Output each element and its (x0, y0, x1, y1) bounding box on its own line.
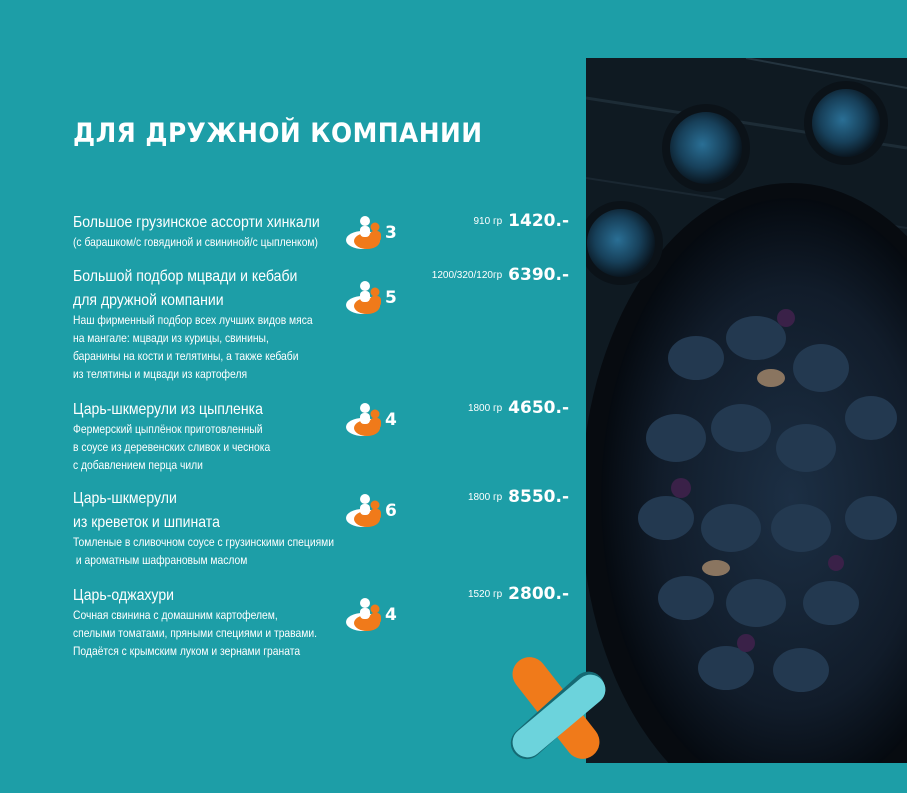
dish-price: 1420.- (508, 211, 569, 231)
price-row (432, 265, 569, 285)
persons-icon (345, 401, 387, 439)
dish-description: Фермерский цыплёнок приготовленный в соусе из деревенских сливок и чеснока с добавлением перца чили (73, 422, 271, 472)
persons-icon (345, 279, 387, 317)
persons-count: 3 (385, 223, 397, 243)
dish-name: Царь-шкмерули из цыпленка (73, 401, 263, 418)
dish-price: 4650.- (508, 398, 569, 418)
brand-logo (484, 648, 634, 778)
dish-description: Наш фирменный подбор всех лучших видов мяса на мангале: мцвади из курицы, свинины, баранины на кости и телятины, а также кебаби из телятины и мцвади из картофеля (73, 313, 313, 381)
persons-icon (345, 492, 387, 530)
dish-weight: 1800 гр (467, 492, 503, 503)
persons-count: 4 (385, 410, 397, 430)
dish-name: Царь-оджахури (73, 587, 175, 604)
dish-description: Томленые в сливочном соусе с грузинскими специями и ароматным шафрановым маслом (73, 535, 335, 567)
persons-count: 5 (385, 288, 397, 308)
dish-name: Царь-шкмерули из креветок и шпината (73, 490, 220, 531)
dish-description: (с барашком/с говядиной и свининой/с цыпленком) (73, 235, 318, 249)
dish-price: 6390.- (508, 265, 569, 285)
dish-name: Большое грузинское ассорти хинкали (73, 214, 320, 231)
persons-icon (345, 596, 387, 634)
dish-weight: 910 гр (473, 216, 503, 227)
dish-price: 2800.- (508, 584, 569, 604)
price-row (468, 398, 569, 418)
dish-weight: 1520 гр (467, 589, 503, 600)
serving-size (345, 279, 403, 323)
food-photo (586, 58, 907, 763)
dish-price: 8550.- (508, 487, 569, 507)
page-title: ДЛЯ ДРУЖНОЙ КОМПАНИИ (73, 118, 483, 149)
serving-size (345, 401, 403, 445)
price-row (474, 211, 570, 231)
persons-count: 6 (385, 501, 397, 521)
serving-size (345, 214, 403, 258)
dish-name: Большой подбор мцвади и кебаби для дружной компании (73, 268, 298, 309)
dish-weight: 1800 гр (467, 403, 503, 414)
persons-count: 4 (385, 605, 397, 625)
serving-size (345, 492, 403, 536)
dish-description: Сочная свинина с домашним картофелем, спелыми томатами, пряными специями и травами. Подаётся с крымским луком и зернами граната (73, 608, 318, 658)
price-row (468, 584, 569, 604)
persons-icon (345, 214, 387, 252)
price-row (468, 487, 569, 507)
dish-weight: 1200/320/120гр (431, 270, 503, 281)
serving-size (345, 596, 403, 640)
